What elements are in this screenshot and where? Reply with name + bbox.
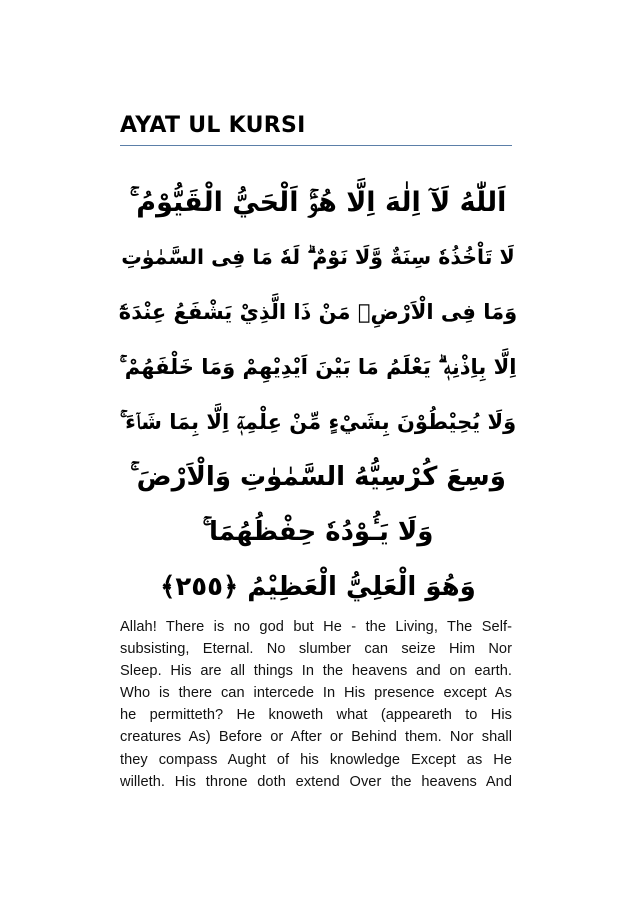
translation-line: creatures As) Before or After or Behind them. Nor shall (120, 729, 512, 746)
page-title: AYAT UL KURSI (120, 112, 512, 146)
arabic-line: اِلَّا بِاِذْنِهٖ ۗ يَعْلَمُ مَا بَيْنَ اَيْدِيْهِمْ وَمَا خَلْفَهُمْ ۚ (119, 355, 517, 379)
arabic-line: اَللّٰهُ لَآ اِلٰهَ اِلَّا هُوَۚ اَلْحَيُّ الْقَيُّوْمُ ۚ (129, 187, 507, 218)
translation-line: Who is there can intercede In His presence except As (120, 685, 512, 702)
arabic-line: وَمَا فِى الْاَرْضِۗ مَنْ ذَا الَّذِيْ يَشْفَعُ عِنْدَهٗٓ (118, 300, 518, 324)
translation-line: they compass Aught of his knowledge Except as He (120, 751, 512, 768)
english-translation (120, 616, 512, 793)
translation-line: willeth. His throne doth extend Over the heavens And (120, 773, 512, 790)
arabic-line: وَهُوَ الْعَلِيُّ الْعَظِيْمُ ﴿٢٥٥﴾ (160, 572, 476, 602)
translation-line: subsisting, Eternal. No slumber can seize Him Nor (120, 641, 512, 658)
arabic-line: وَلَا يُحِيْطُوْنَ بِشَيْءٍ مِّنْ عِلْمِهٖٓ اِلَّا بِمَا شَاۤءَ ۚ (119, 410, 517, 434)
arabic-verse (118, 175, 518, 602)
translation-line: he permitteth? He knoweth what (appeareth to His (120, 707, 512, 724)
translation-line: Sleep. His are all things In the heavens and on earth. (120, 663, 512, 680)
arabic-line: وَسِعَ كُرْسِيُّهُ السَّمٰوٰتِ وَالْاَرْضَ ۚ (130, 462, 506, 492)
arabic-line: وَلَا يَـُٔوْدُهٗ حِفْظُهُمَا ۚ (202, 517, 434, 547)
translation-line: Allah! There is no god but He - the Living, The Self- (120, 619, 512, 635)
arabic-line: لَا تَاْخُذُهٗ سِنَةٌ وَّلَا نَوْمٌ ۗ لَهٗ مَا فِى السَّمٰوٰتِ (121, 245, 515, 269)
